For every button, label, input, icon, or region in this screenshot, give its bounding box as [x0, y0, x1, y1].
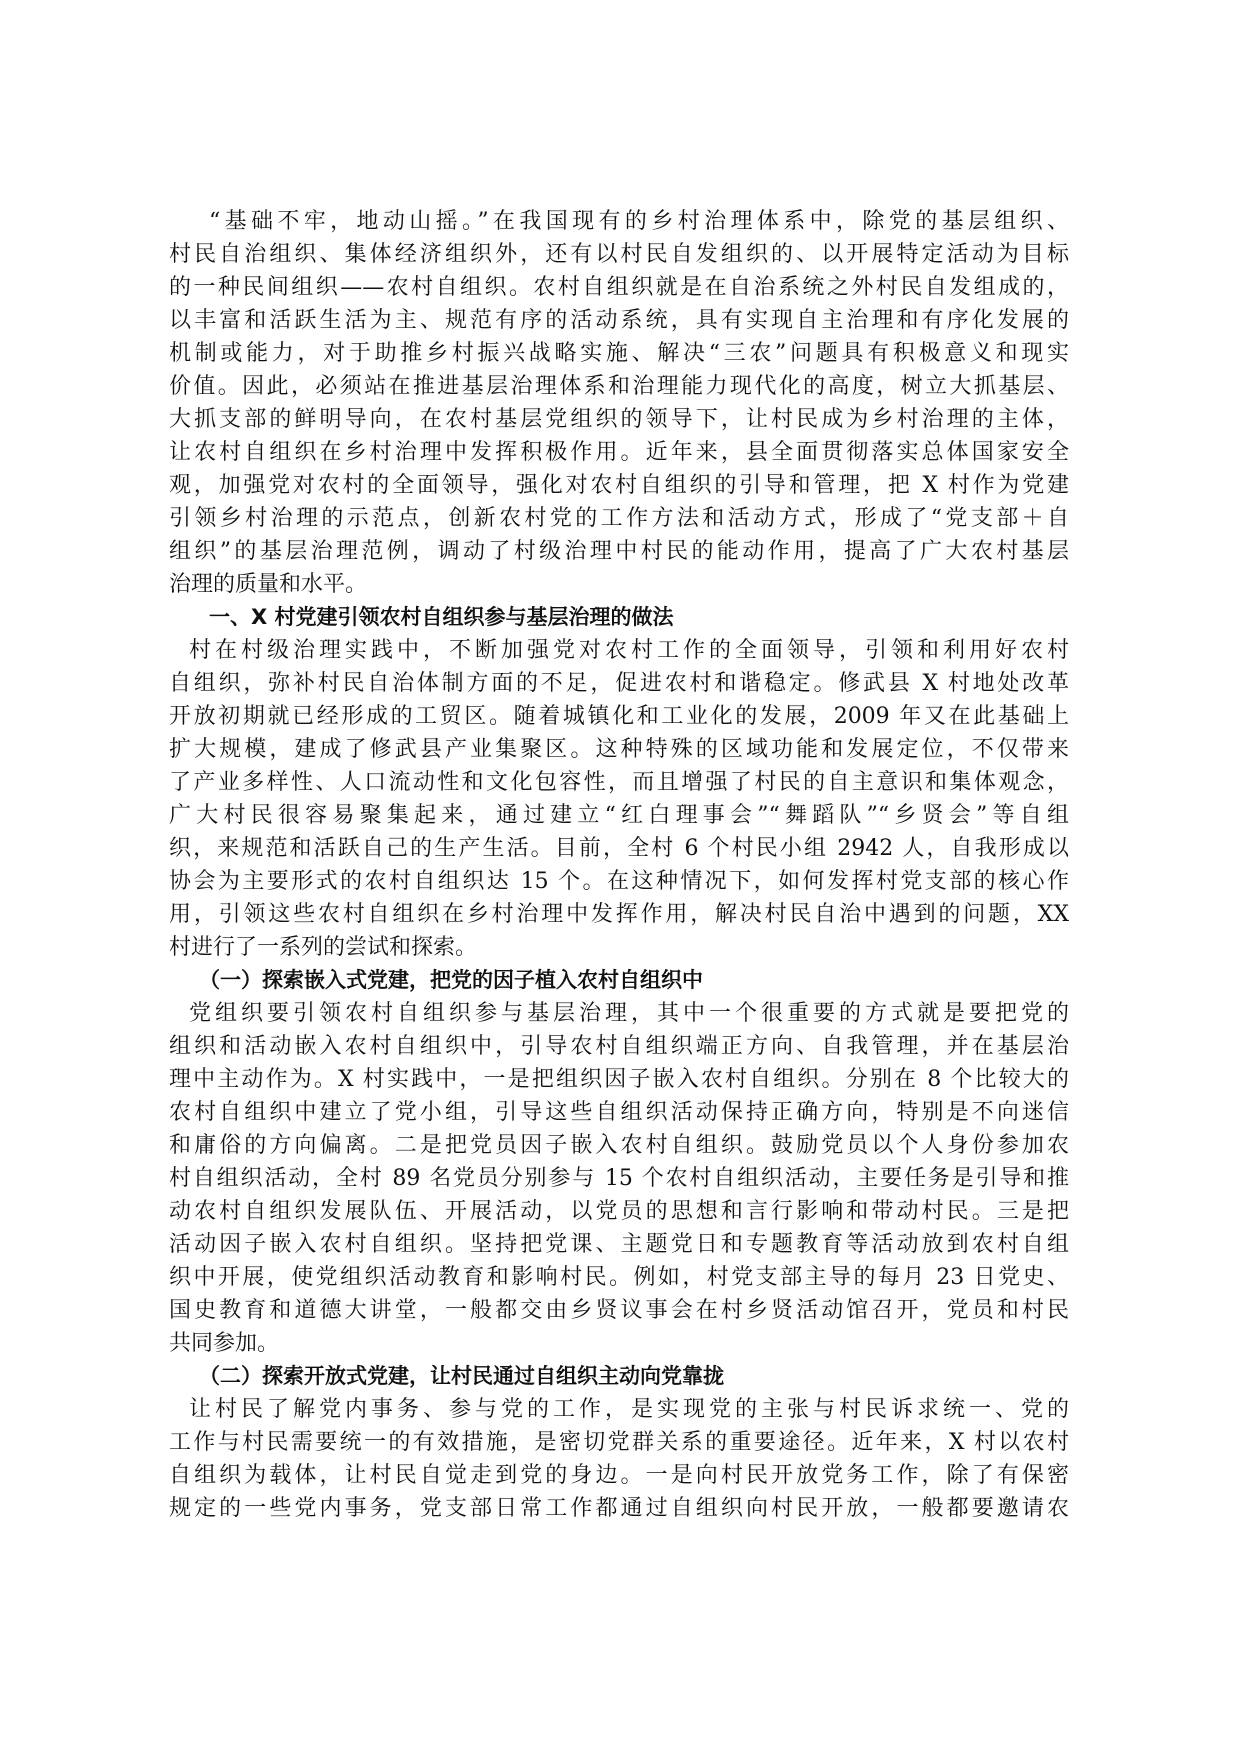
- paragraph-line: 村进行了一系列的尝试和探索。: [169, 935, 478, 960]
- paragraph-line: 广大村民很容易聚集起来，通过建立“红白理事会”“舞蹈队”“乡贤会”等自组: [169, 803, 1069, 828]
- subsection-heading: （一）探索嵌入式党建，把党的因子植入农村自组织中: [199, 968, 703, 992]
- paragraph-line: 开放初期就已经形成的工贸区。随着城镇化和工业化的发展，2009 年又在此基础上: [169, 704, 1069, 729]
- paragraph-line: 价值。因此，必须站在推进基层治理体系和治理能力现代化的高度，树立大抓基层、: [169, 374, 1069, 399]
- paragraph-line: 农村自组织中建立了党小组，引导这些自组织活动保持正确方向，特别是不向迷信: [169, 1100, 1069, 1125]
- paragraph-line: 党组织要引领农村自组织参与基层治理，其中一个很重要的方式就是要把党的: [189, 1001, 1069, 1026]
- paragraph-line: 引领乡村治理的示范点，创新农村党的工作方法和活动方式，形成了“党支部＋自: [169, 506, 1069, 531]
- paragraph-line: 织，来规范和活跃自己的生产生活。目前，全村 6 个村民小组 2942 人，自我形成以: [169, 836, 1069, 861]
- subsection-heading: （二）探索开放式党建，让村民通过自组织主动向党靠拢: [199, 1364, 724, 1388]
- paragraph-line: 村民自治组织、集体经济组织外，还有以村民自发组织的、以开展特定活动为目标: [169, 242, 1069, 267]
- paragraph-line: 理中主动作为。X 村实践中，一是把组织因子嵌入农村自组织。分别在 8 个比较大的: [169, 1067, 1069, 1092]
- paragraph-line: 自组织为载体，让村民自觉走到党的身边。一是向村民开放党务工作，除了有保密: [169, 1463, 1069, 1488]
- paragraph-line: 机制或能力，对于助推乡村振兴战略实施、解决“三农”问题具有积极意义和现实: [169, 341, 1069, 366]
- paragraph-line: 的一种民间组织——农村自组织。农村自组织就是在自治系统之外村民自发组成的，: [169, 275, 1069, 300]
- paragraph-line: 让村民了解党内事务、参与党的工作，是实现党的主张与村民诉求统一、党的: [189, 1397, 1069, 1422]
- paragraph-line: 活动因子嵌入农村自组织。坚持把党课、主题党日和专题教育等活动放到农村自组: [169, 1232, 1069, 1257]
- paragraph-line: 大抓支部的鲜明导向，在农村基层党组织的领导下，让村民成为乡村治理的主体，: [169, 407, 1069, 432]
- paragraph-line: 组织和活动嵌入农村自组织中，引导农村自组织端正方向、自我管理，并在基层治: [169, 1034, 1069, 1059]
- paragraph-line: 工作与村民需要统一的有效措施，是密切党群关系的重要途径。近年来，X 村以农村: [169, 1430, 1069, 1455]
- paragraph-line: 规定的一些党内事务，党支部日常工作都通过自组织向村民开放，一般都要邀请农: [169, 1496, 1069, 1521]
- paragraph-line: 让农村自组织在乡村治理中发挥积极作用。近年来，县全面贯彻落实总体国家安全: [169, 440, 1069, 465]
- paragraph-line: 自组织，弥补村民自治体制方面的不足，促进农村和谐稳定。修武县 X 村地处改革: [169, 671, 1069, 696]
- paragraph-line: “基础不牢，地动山摇。”在我国现有的乡村治理体系中，除党的基层组织、: [209, 209, 1069, 234]
- paragraph-line: 和庸俗的方向偏离。二是把党员因子嵌入农村自组织。鼓励党员以个人身份参加农: [169, 1133, 1069, 1158]
- paragraph-line: 扩大规模，建成了修武县产业集聚区。这种特殊的区域功能和发展定位，不仅带来: [169, 737, 1069, 762]
- section-heading: 一、X 村党建引领农村自组织参与基层治理的做法: [209, 605, 674, 629]
- paragraph-line: 观，加强党对农村的全面领导，强化对农村自组织的引导和管理，把 X 村作为党建: [169, 473, 1069, 498]
- paragraph-line: 了产业多样性、人口流动性和文化包容性，而且增强了村民的自主意识和集体观念，: [169, 770, 1069, 795]
- paragraph-line: 共同参加。: [169, 1331, 280, 1356]
- paragraph-line: 以丰富和活跃生活为主、规范有序的活动系统，具有实现自主治理和有序化发展的: [169, 308, 1069, 333]
- paragraph-line: 组织”的基层治理范例，调动了村级治理中村民的能动作用，提高了广大农村基层: [169, 539, 1069, 564]
- paragraph-line: 治理的质量和水平。: [169, 572, 368, 597]
- paragraph-line: 村自组织活动，全村 89 名党员分别参与 15 个农村自组织活动，主要任务是引导和推: [169, 1166, 1069, 1191]
- paragraph-line: 用，引领这些农村自组织在乡村治理中发挥作用，解决村民自治中遇到的问题，XX: [169, 902, 1069, 927]
- paragraph-line: 协会为主要形式的农村自组织达 15 个。在这种情况下，如何发挥村党支部的核心作: [169, 869, 1069, 894]
- paragraph-line: 村在村级治理实践中，不断加强党对农村工作的全面领导，引领和利用好农村: [189, 638, 1069, 663]
- paragraph-line: 动农村自组织发展队伍、开展活动，以党员的思想和言行影响和带动村民。三是把: [169, 1199, 1069, 1224]
- paragraph-line: 国史教育和道德大讲堂，一般都交由乡贤议事会在村乡贤活动馆召开，党员和村民: [169, 1298, 1069, 1323]
- paragraph-line: 织中开展，使党组织活动教育和影响村民。例如，村党支部主导的每月 23 日党史、: [169, 1265, 1069, 1290]
